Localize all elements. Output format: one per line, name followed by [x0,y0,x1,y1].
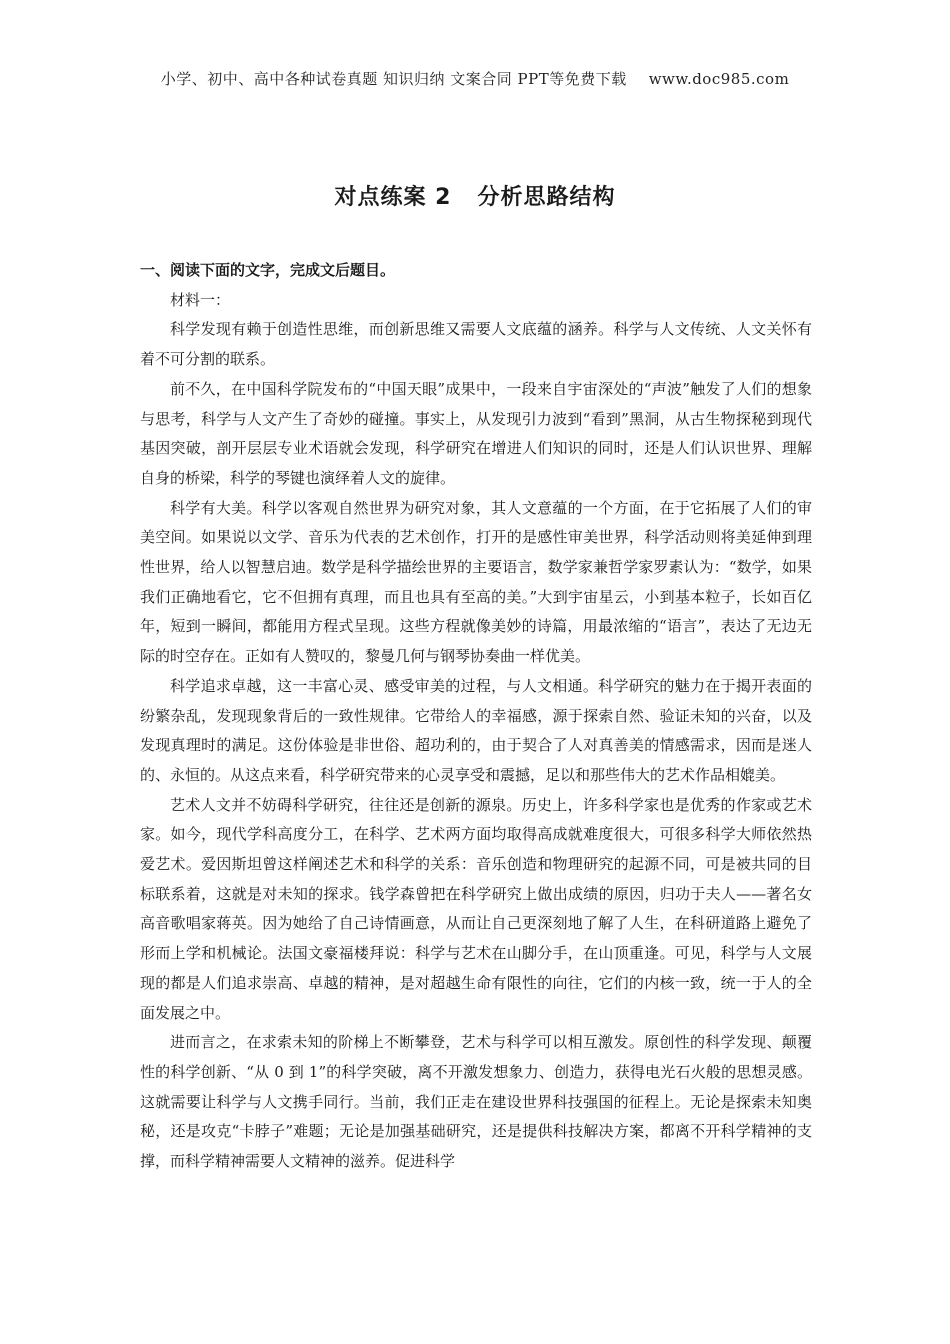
document-title [0,180,950,211]
paragraph-5: 艺术人文并不妨碍科学研究，往往还是创新的源泉。历史上，许多科学家也是优秀的作家或艺术家。如今，现代学科高度分工，在科学、艺术两方面均取得高成就难度很大，可很多科学大师依然热爱艺术。爱因斯坦曾这样阐述艺术和科学的关系：音乐创造和物理研究的起源不同，可是被共同的目标联系着，这就是对未知的探求。钱学森曾把在科学研究上做出成绩的原因，归功于夫人——著名女高音歌唱家蒋英。因为她给了自己诗情画意，从而让自己更深刻地了解了人生，在科研道路上避免了形而上学和机械论。法国文豪福楼拜说：科学与艺术在山脚分手，在山顶重逢。可见，科学与人文展现的都是人们追求崇高、卓越的精神，是对超越生命有限性的向往，它们的内核一致，统一于人的全面发展之中。 [140,795,812,1022]
page-header [0,68,950,89]
paragraph-2: 前不久，在中国科学院发布的“中国天眼”成果中，一段来自宇宙深处的“声波”触发了人们的想象与思考，科学与人文产生了奇妙的碰撞。事实上，从发现引力波到“看到”黑洞，从古生物探秘到现代基因突破，剖开层层专业术语就会发现，科学研究在增进人们知识的同时，还是人们认识世界、理解自身的桥梁，科学的琴键也演绎着人文的旋律。 [140,379,812,487]
material-label: 材料一： [170,290,231,309]
section-heading: 一、阅读下面的文字，完成文后题目。 [140,261,396,279]
title-sub: 分析思路结构 [477,185,616,210]
paragraph-6: 进而言之，在求索未知的阶梯上不断攀登，艺术与科学可以相互激发。原创性的科学发现、颠覆性的科学创新、“从 0 到 1”的科学突破，离不开激发想象力、创造力，获得电光石火般的思想灵感。这就需要让科学与人文携手同行。当前，我们正走在建设世界科技强国的征程上。无论是探索未知奥秘，还是攻克“卡脖子”难题；无论是加强基础研究，还是提供科技解决方案，都离不开科学精神的支撑，而科学精神需要人文精神的滋养。促进科学 [140,1033,812,1171]
paragraph-1: 科学发现有赖于创造性思维，而创新思维又需要人文底蕴的涵养。科学与人文传统、人文关怀有着不可分割的联系。 [140,320,812,369]
paragraph-4: 科学追求卓越，这一丰富心灵、感受审美的过程，与人文相通。科学研究的魅力在于揭开表面的纷繁杂乱，发现现象背后的一致性规律。它带给人的幸福感，源于探索自然、验证未知的兴奋，以及发现真理时的满足。这份体验是非世俗、超功利的，由于契合了人对真善美的情感需求，因而是迷人的、永恒的。从这点来看，科学研究带来的心灵享受和震撼，足以和那些伟大的艺术作品相媲美。 [140,676,812,784]
header-text: 小学、初中、高中各种试卷真题 知识归纳 文案合同 PPT等免费下载 [160,70,627,88]
title-main: 对点练案 2 [334,185,452,210]
header-url[interactable]: www.doc985.com [648,70,790,88]
document-body [140,256,812,1177]
paragraph-3: 科学有大美。科学以客观自然世界为研究对象，其人文意蕴的一个方面，在于它拓展了人们的审美空间。如果说以文学、音乐为代表的艺术创作，打开的是感性审美世界，科学活动则将美延伸到理性世界，给人以智慧启迪。数学是科学描绘世界的主要语言，数学家兼哲学家罗素认为：“数学，如果我们正确地看它，它不但拥有真理，而且也具有至高的美。”大到宇宙星云，小到基本粒子，长如百亿年，短到一瞬间，都能用方程式呈现。这些方程就像美妙的诗篇，用最浓缩的“语言”，表达了无边无际的时空存在。正如有人赞叹的，黎曼几何与钢琴协奏曲一样优美。 [140,498,812,666]
